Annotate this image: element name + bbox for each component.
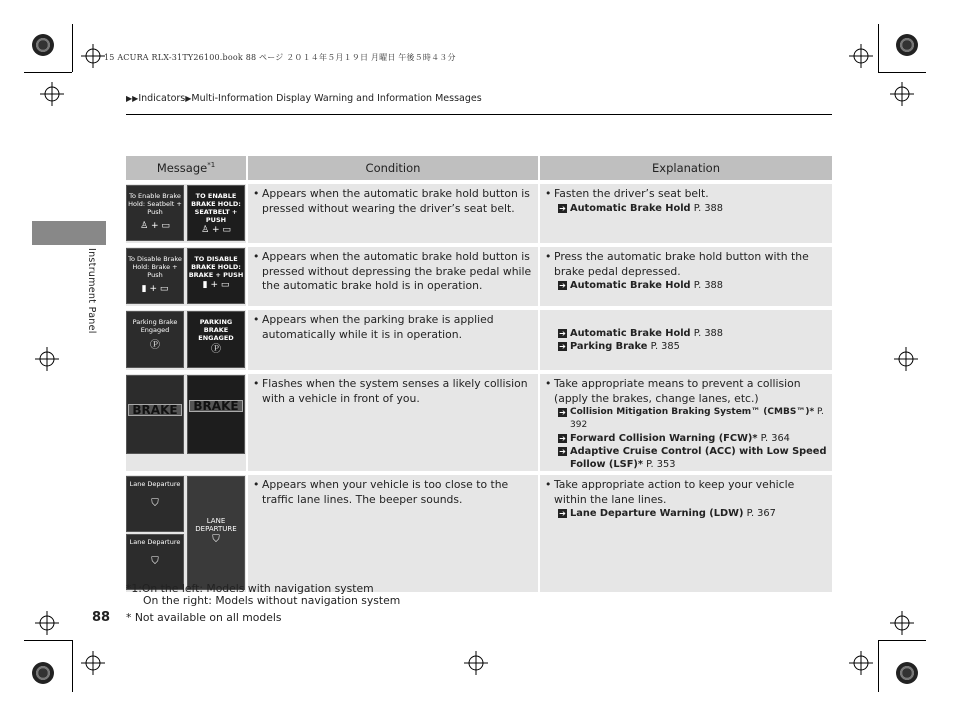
message-cell: [126, 243, 248, 306]
brake-warning-icon: BRAKE: [128, 404, 181, 416]
lane-icon: ⛉: [151, 498, 159, 509]
crop-mark: [24, 640, 72, 641]
crop-mark: [72, 640, 73, 692]
message-cell: [126, 180, 248, 243]
footnote-1-line2: On the right: Models without navigation system: [143, 594, 401, 607]
display-nonav: [187, 375, 245, 454]
table-row: [126, 370, 832, 471]
parking-brake-icon: Ⓟ: [150, 340, 160, 351]
display-nav: To Enable Brake Hold: Seatbelt + Push ♙ + ▭: [126, 185, 184, 241]
display-nav: Lane Departure ⛉: [126, 534, 184, 590]
breadcrumb: [126, 93, 482, 104]
crop-mark: [878, 72, 926, 73]
seatbelt-icon: ♙ + ▭: [140, 221, 170, 231]
arrow-icon: ▶: [185, 94, 192, 103]
brake-warning-icon: BRAKE: [189, 400, 242, 412]
condition-cell: • Flashes when the system senses a likely collision with a vehicle in front of you.: [248, 370, 540, 471]
crop-mark: [878, 640, 926, 641]
section-tab: [32, 221, 106, 245]
color-rosette-icon: [896, 34, 918, 56]
page-reference: ➔ Automatic Brake Hold P. 388: [540, 327, 832, 340]
explanation-cell: • Press the automatic brake hold button with the brake pedal depressed. ➔ Automatic Brake Hold P. 388: [540, 243, 832, 306]
table-row: [126, 306, 832, 370]
header-condition: Condition: [248, 156, 540, 180]
lane-departure-icon: ⛉: [212, 534, 220, 545]
header-file-info: 15 ACURA RLX-31TY26100.book 88 ページ ２０１４年５月１９日 月曜日 午後５時４３分: [104, 53, 456, 62]
explanation-cell: • Take appropriate action to keep your vehicle within the lane lines. ➔ Lane Departure Warning (LDW) P. 367: [540, 471, 832, 592]
header-message: Message$^{*1}$: [126, 156, 248, 180]
brake-pedal-icon: ▮ + ▭: [202, 280, 230, 290]
table-row: [126, 180, 832, 243]
header-explanation: Explanation: [540, 156, 832, 180]
parking-brake-icon: Ⓟ: [211, 344, 221, 355]
footnote-2: * Not available on all models: [126, 611, 282, 624]
message-cell: [126, 370, 248, 471]
display-nonav: LANE DEPARTURE ⛉: [187, 476, 245, 590]
display-nav: To Disable Brake Hold: Brake + Push ▮ + ▭: [126, 248, 184, 304]
display-nonav: TO ENABLE BRAKE HOLD: SEATBELT + PUSH ♙ + ▭: [187, 185, 245, 241]
message-cell: [126, 306, 248, 370]
crop-mark: [72, 24, 73, 72]
condition-cell: • Appears when the parking brake is applied automatically while it is in operation.: [248, 306, 540, 370]
nav-display-group: [126, 476, 184, 590]
crop-mark: [878, 24, 879, 72]
display-nav: [126, 375, 184, 454]
crop-mark: [878, 640, 879, 692]
color-rosette-icon: [32, 662, 54, 684]
explanation-cell: • Take appropriate means to prevent a collision (apply the brakes, change lanes, etc.) ➔ Collision Mitigation Braking System™ (CMBS™)* P. 392 ➔ Forward Collision Warning (FCW)* P. 364 ➔ Adaptive Cruise Control (ACC) with Low Speed Follow (LSF)* P. 353: [540, 370, 832, 471]
condition-cell: • Appears when the automatic brake hold button is pressed without wearing the driver’s seat belt.: [248, 180, 540, 243]
message-cell: [126, 471, 248, 592]
display-nav: Parking Brake Engaged Ⓟ: [126, 311, 184, 368]
arrow-icon: ▶▶: [126, 94, 139, 103]
lane-icon: ⛉: [151, 556, 159, 567]
condition-cell: • Appears when the automatic brake hold button is pressed without depressing the brake pedal while the automatic brake hold is in operation.: [248, 243, 540, 306]
page-reference: ➔ Adaptive Cruise Control (ACC) with Low Speed Follow (LSF)* P. 353: [540, 445, 832, 471]
explanation-cell: [540, 306, 832, 370]
display-nav: Lane Departure ⛉: [126, 476, 184, 532]
seatbelt-icon: ♙ + ▭: [201, 225, 231, 235]
brake-pedal-icon: ▮ + ▭: [141, 284, 169, 294]
page-reference: ➔ Lane Departure Warning (LDW) P. 367: [540, 507, 832, 520]
page-reference: ➔ Forward Collision Warning (FCW)* P. 364: [540, 432, 832, 445]
messages-table: [126, 156, 832, 592]
condition-cell: • Appears when your vehicle is too close to the traffic lane lines. The beeper sounds.: [248, 471, 540, 592]
display-nonav: PARKING BRAKE ENGAGED Ⓟ: [187, 311, 245, 368]
table-row: [126, 471, 832, 592]
header-rule: [126, 114, 832, 115]
breadcrumb-item: Multi-Information Display Warning and Information Messages: [191, 93, 482, 104]
explanation-cell: • Fasten the driver’s seat belt. ➔ Automatic Brake Hold P. 388: [540, 180, 832, 243]
display-nonav: TO DISABLE BRAKE HOLD: BRAKE + PUSH ▮ + ▭: [187, 248, 245, 304]
page-number: 88: [92, 610, 111, 625]
section-label: Instrument Panel: [86, 248, 97, 334]
table-row: [126, 243, 832, 306]
footnote-1: *1:On the left: Models with navigation system: [126, 582, 374, 595]
page-reference: ➔ Parking Brake P. 385: [540, 340, 832, 353]
page-reference: ➔ Automatic Brake Hold P. 388: [540, 279, 832, 292]
crop-mark: [24, 72, 72, 73]
page-reference: ➔ Automatic Brake Hold P. 388: [540, 202, 832, 215]
page-reference: ➔ Collision Mitigation Braking System™ (CMBS™)* P. 392: [540, 406, 832, 432]
color-rosette-icon: [32, 34, 54, 56]
breadcrumb-item: Indicators: [138, 93, 186, 104]
color-rosette-icon: [896, 662, 918, 684]
